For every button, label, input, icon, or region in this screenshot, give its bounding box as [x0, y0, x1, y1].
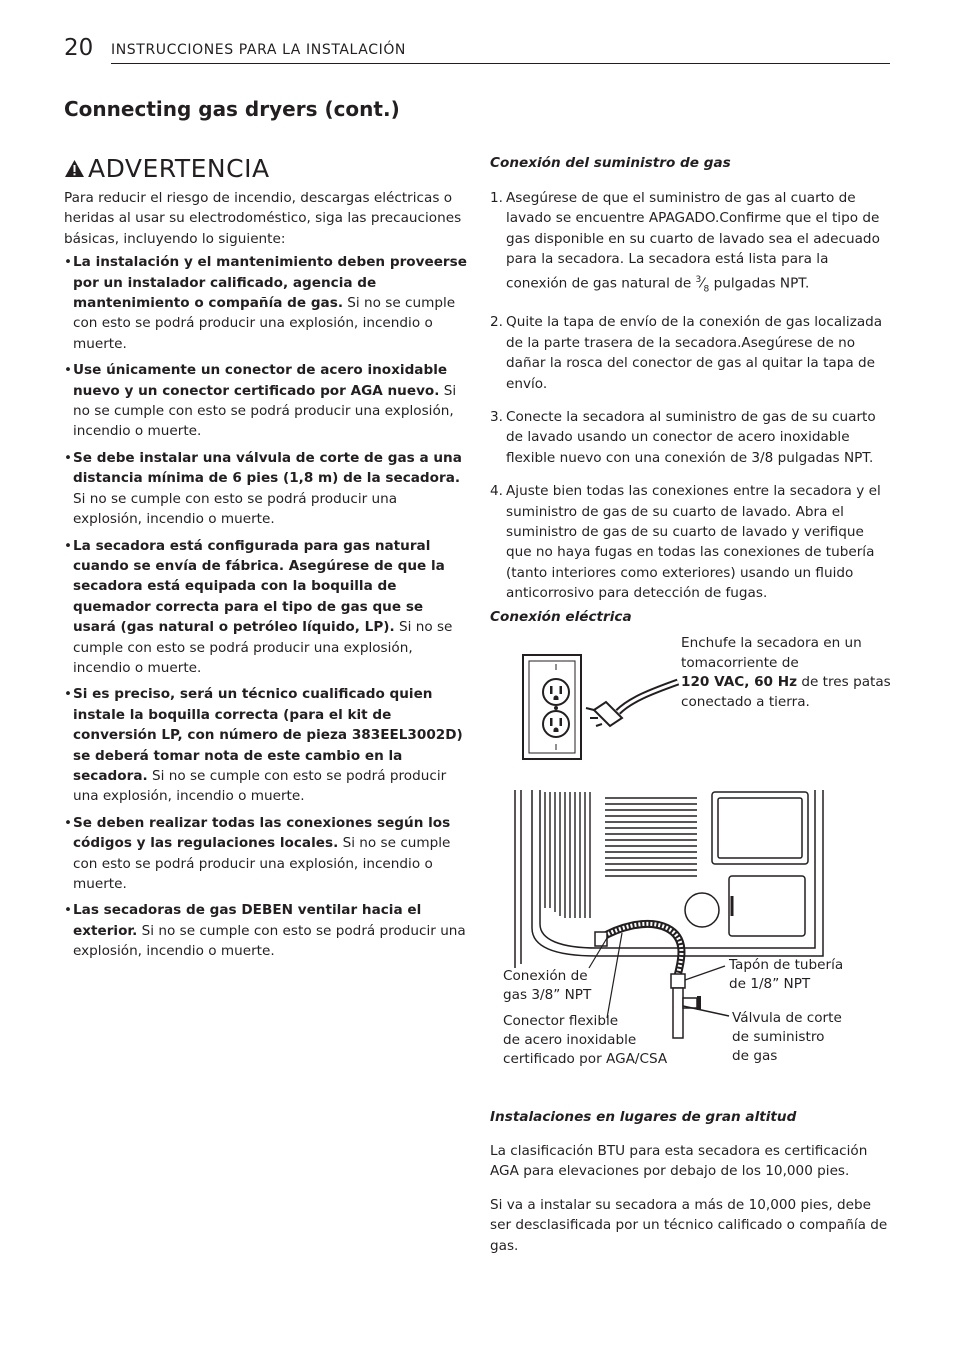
altitude-title: Instalaciones en lugares de gran altitud [490, 1109, 797, 1125]
gas-connection-label: Conexión de gas 3/8” NPT [503, 968, 592, 1003]
page-heading: Connecting gas dryers (cont.) [64, 97, 400, 121]
gas-supply-steps [490, 188, 892, 604]
list-item: 4. Ajuste bien todas las conexiones entre la secadora y el suministro de gas de su cuarto de lavado. Abra el suministro de gas de su cuarto de lavado y verifique que no haya fugas en todas las conexiones de tubería (tanto interiores como exteriores) usando un fluido anticorrosivo para detección de fugas. [490, 483, 881, 602]
list-item: • Las secadoras de gas DEBEN ventilar hacia el exterior. Si no se cumple con esto se podrá producir una explosión, incendio o muerte. [64, 900, 470, 961]
warning-body [64, 188, 470, 968]
list-item: • Use únicamente un conector de acero inoxidable nuevo y un conector certificado por AGA nuevo. Si no se cumple con esto se podrá producir una explosión, incendio o muerte. [64, 360, 470, 442]
flex-connector-label: Conector flexible de acero inoxidable certificado por AGA/CSA [503, 1013, 668, 1067]
outlet-plug-illustration [520, 652, 680, 762]
list-item: 3. Conecte la secadora al suministro de gas de su cuarto de lavado usando un conector de acero inoxidable flexible nuevo con una conexión de 3/8 pulgadas NPT. [490, 408, 876, 466]
list-item: • La secadora está configurada para gas natural cuando se envía de fábrica. Asegúrese de que la secadora está equipada con la boquilla de quemador correcta para el tipo de gas que se usará (gas natural o petróleo líquido, LP). Si no se cumple con esto se podrá producir una explosión, incendio o muerte. [64, 536, 470, 679]
warning-title: ADVERTENCIA [88, 154, 270, 183]
warning-heading [64, 155, 484, 185]
gas-supply-title: Conexión del suministro de gas [490, 155, 731, 171]
list-item: • Si es preciso, será un técnico cualificado quien instale la boquilla correcta (para el kit de conversión LP, con número de pieza 383EEL3002D) se deberá tomar nota de este cambio en la secadora. Si no se cumple con esto se podrá producir una explosión, incendio o muerte. [64, 684, 470, 806]
warning-list [64, 252, 470, 961]
altitude-paragraph-2: Si va a instalar su secadora a más de 10,000 pies, debe ser desclasificada por un técnico calificado o compañía de gas. [490, 1197, 888, 1254]
warning-intro: Para reducir el riesgo de incendio, descargas eléctricas o heridas al usar su electrodoméstico, siga las precauciones básicas, incluyendo lo siguiente: [64, 190, 462, 247]
altitude-paragraph-1: La clasificación BTU para esta secadora es certificación AGA para elevaciones por debajo de los 10,000 pies. [490, 1143, 868, 1180]
plug-instructions: Enchufe la secadora en un tomacorriente de 120 VAC, 60 Hz de tres patas conectado a tierra. [681, 635, 891, 710]
list-item: • La instalación y el mantenimiento deben proveerse por un instalador calificado, agencia de mantenimiento o compañía de gas. Si no se cumple con esto se podrá producir una explosión, incendio o muerte. [64, 252, 470, 354]
list-item: 1. Asegúrese de que el suministro de gas al cuarto de lavado se encuentre APAGADO.Confirme que el tipo de gas disponible en su cuarto de lavado sea el adecuado para la secadora. La secadora está lista para la conexión de gas natural de $^3⁄_8$ pulgadas NPT. [490, 190, 880, 294]
warning-triangle-icon [64, 159, 85, 178]
shutoff-valve-label: Válvula de corte de suministro de gas [732, 1010, 842, 1064]
gas-supply-section [490, 154, 892, 617]
list-item: • Se debe instalar una válvula de corte de gas a una distancia mínima de 6 pies (1,8 m) de la secadora. Si no se cumple con esto se podrá producir una explosión, incendio o muerte. [64, 448, 470, 530]
list-item: 2. Quite la tapa de envío de la conexión de gas localizada de la parte trasera de la secadora.Asegúrese de no dañar la rosca del conector de gas al quitar la tapa de envío. [490, 314, 883, 392]
electrical-title: Conexión eléctrica [490, 609, 632, 625]
header-divider [111, 63, 890, 64]
page-number: 20 [64, 35, 94, 61]
pipe-cap-label: Tapón de tubería de 1/8” NPT [729, 957, 844, 992]
list-item: • Se deben realizar todas las conexiones según los códigos y las regulaciones locales. Si no se cumple con esto se podrá producir una explosión, incendio o muerte. [64, 813, 470, 895]
section-title: INSTRUCCIONES PARA LA INSTALACIÓN [111, 42, 407, 58]
